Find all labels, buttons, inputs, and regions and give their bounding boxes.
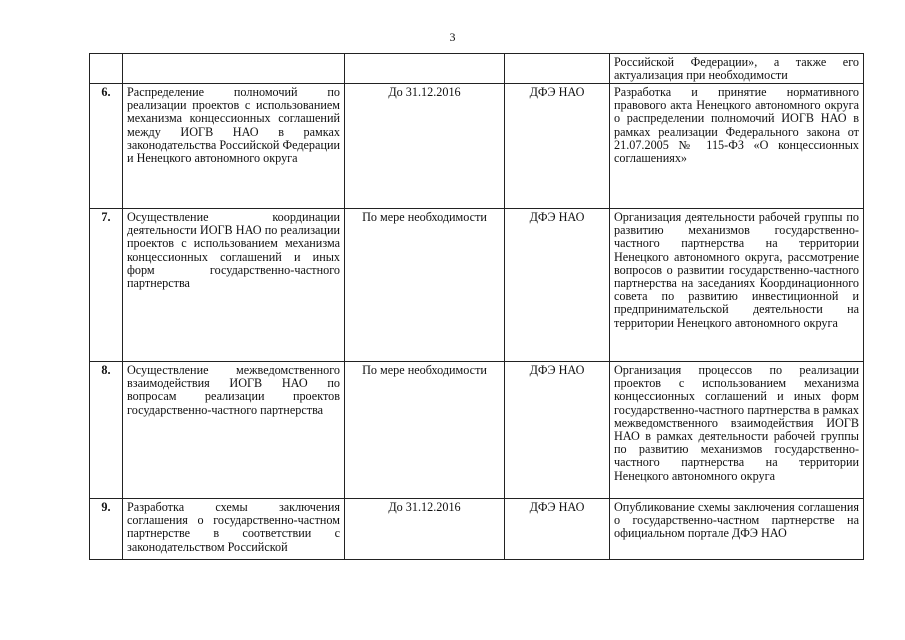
responsible: ДФЭ НАО xyxy=(505,362,610,499)
row-number: 7. xyxy=(90,209,123,362)
deadline: До 31.12.2016 xyxy=(345,499,505,560)
responsible: ДФЭ НАО xyxy=(505,209,610,362)
expected-result xyxy=(610,499,864,560)
measure-name: Осуществление межведомственного взаимодействия ИОГВ НАО по вопросам реализации проектов государственно-частного партнерства xyxy=(123,362,345,499)
page-number: 3 xyxy=(449,30,456,44)
deadline: До 31.12.2016 xyxy=(345,84,505,209)
expected-result: Российской Федерации», а также его актуализация при необходимости xyxy=(610,54,864,84)
expected-result: Организация деятельности рабочей группы по развитию механизмов государственно-частного партнерства на территории Ненецкого автономного округа, рассмотрение вопросов о развитии государственно-частного партнерства на заседаниях Координационного совета по развитию инвестиционной и предпринимательской деятельности на территории Ненецкого автономного округа xyxy=(610,209,864,362)
measure-name xyxy=(123,499,345,560)
table-row xyxy=(90,84,864,209)
row-number xyxy=(90,54,123,84)
measures-table xyxy=(89,53,864,560)
row-number: 8. xyxy=(90,362,123,499)
deadline: По мере необходимости xyxy=(345,209,505,362)
row-number: 9. xyxy=(90,499,123,560)
deadline xyxy=(345,54,505,84)
table-row xyxy=(90,499,864,560)
measure-name xyxy=(123,54,345,84)
responsible xyxy=(505,54,610,84)
table-row xyxy=(90,362,864,499)
responsible: ДФЭ НАО xyxy=(505,84,610,209)
table-row xyxy=(90,54,864,84)
expected-result: Организация процессов по реализации проектов с использованием механизма концессионных соглашений и иных форм государственно-частного партнерства в рамках межведомственного взаимодействия ИОГВ НАО в рамках деятельности рабочей группы по развитию механизмов государственно-частного партнерства на территории Ненецкого автономного округа xyxy=(610,362,864,499)
measure-name-text: Разработка схемы заключения соглашения о государственно-частном партнерстве в соответствии с законодательством Российской xyxy=(127,501,340,554)
responsible: ДФЭ НАО xyxy=(505,499,610,560)
expected-result-text: Опубликование схемы заключения соглашения о государственно-частном партнерстве на официальном портале ДФЭ НАО xyxy=(614,501,859,541)
expected-result: Разработка и принятие нормативного правового акта Ненецкого автономного округа о распределении полномочий ИОГВ НАО в рамках реализации Федерального закона от 21.07.2005 № 115-ФЗ «О концессионных соглашениях» xyxy=(610,84,864,209)
measure-name: Осуществление координации деятельности ИОГВ НАО по реализации проектов с использованием механизма концессионных соглашений и иных форм государственно-частного партнерства xyxy=(123,209,345,362)
measure-name: Распределение полномочий по реализации проектов с использованием механизма концессионных соглашений между ИОГВ НАО в рамках законодательства Российской Федерации и Ненецкого автономного округа xyxy=(123,84,345,209)
table-row xyxy=(90,209,864,362)
deadline: По мере необходимости xyxy=(345,362,505,499)
row-number: 6. xyxy=(90,84,123,209)
